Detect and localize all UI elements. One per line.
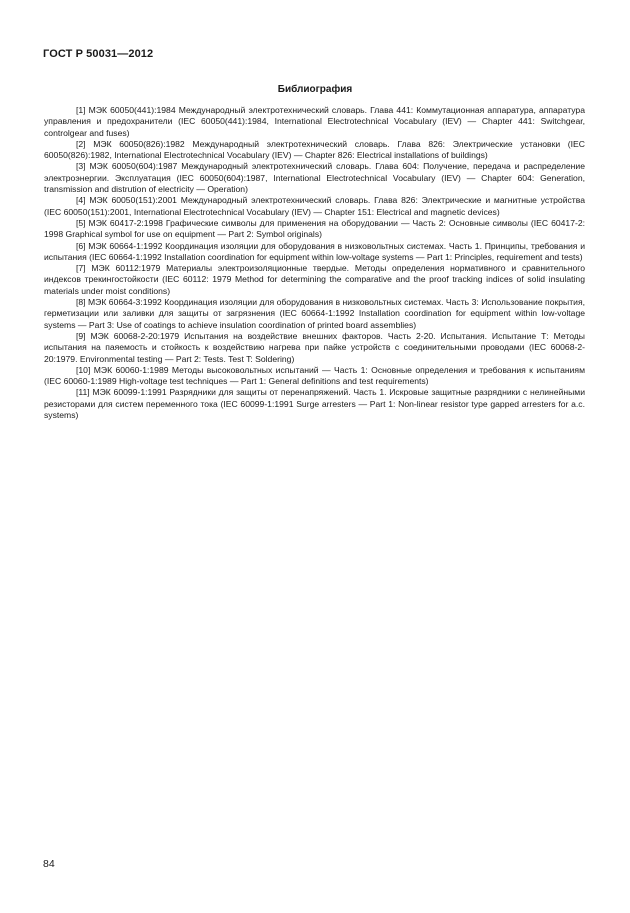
bibliography-entry: [11] МЭК 60099-1:1991 Разрядники для защиты от перенапряжений. Часть 1. Искровые защитные разрядники с нелинейными резисторами для систем переменного тока (IEC 60099-1:1991 Surge arresters — Part 1: Non-linear resistor type gapped arresters for a.c. systems)	[44, 387, 585, 421]
section-title: Библиография	[277, 84, 353, 95]
bibliography-entry: [8] МЭК 60664-3:1992 Координация изоляции для оборудования в низковольтных системах. Часть 3: Использование покрытия, герметизации или заливки для защиты от загрязнения (IEC 60664-1:1992 Installation coordination for equipment within low-voltage systems — Part 3: Use of coatings to achieve insulation coordination of printed board assemblies)	[44, 297, 585, 330]
bibliography-entry: [2] МЭК 60050(826):1982 Международный электротехнический словарь. Глава 826: Электрические установки (IEC 60050(826):1982, International Electrotechnical Vocabulary (IEV) — Chapter 826: Electrical installations of buildings)	[44, 138, 585, 161]
bibliography-entry: [10] МЭК 60060-1:1989 Методы высоковольтных испытаний — Часть 1: Основные определения и требования к испытаниям (IEC 60060-1:1989 High-voltage test techniques — Part 1: General definitions and test requirements)	[44, 364, 585, 387]
document-code: ГОСТ Р 50031—2012	[43, 48, 154, 60]
bibliography-entry: [1] МЭК 60050(441):1984 Международный электротехнический словарь. Глава 441: Коммутационная аппаратура, аппаратура управления и предохранители (IEC 60050(441):1984, International Electrotechnical Vocabulary (IEV) — Chapter 441: Switchgear, controlgear and fuses)	[44, 105, 585, 138]
page-number: 84	[43, 858, 55, 870]
bibliography-entry: [3] МЭК 60050(604):1987 Международный электротехнический словарь. Глава 604: Получение, передача и распределение электроэнергии. Эксплуатация (IEC 60050(604):1987, International Electrotechnical Vocabulary (IEV) — Chapter 604: Generation, transmission and distrution of electricity — Operation)	[44, 161, 585, 195]
bibliography-entry: [5] МЭК 60417-2:1998 Графические символы для применения на оборудовании — Часть 2: Основные символы (IEC 60417-2: 1998 Graphical symbol for use on equipment — Part 2: Symbol originals)	[44, 217, 585, 240]
bibliography-entry: [9] МЭК 60068-2-20:1979 Испытания на воздействие внешних факторов. Часть 2-20. Испытания. Испытание Т: Методы испытания на паяемость и стойкость к воздействию нагрева при пайке устройств с соединительными проводами (IEC 60068-2-20:1979. Environmental testing — Part 2: Tests. Test T: Soldering)	[44, 330, 585, 364]
bibliography-list	[44, 105, 585, 421]
bibliography-entry: [6] МЭК 60664-1:1992 Координация изоляции для оборудования в низковольтных системах. Часть 1. Принципы, требования и испытания (IEC 60664-1:1992 Installation coordination for equipment within low-voltage systems — Part 1: Principles, requirement and tests)	[44, 240, 585, 262]
bibliography-entry: [7] МЭК 60112:1979 Материалы электроизоляционные твердые. Методы определения нормативного и сравнительного индексов трекингостойкости (IEC 60112: 1979 Method for determining the comparative and the proof tracking indices of solid insulating materials under moist conditions)	[44, 263, 585, 296]
bibliography-entry: [4] МЭК 60050(151):2001 Международный электротехнический словарь. Глава 826: Электрические и магнитные устройства (IEC 60050(151):2001, International Electrotechnical Vocabulary (IEV) — Chapter 151: Electrical and magnetic devices)	[44, 195, 585, 217]
